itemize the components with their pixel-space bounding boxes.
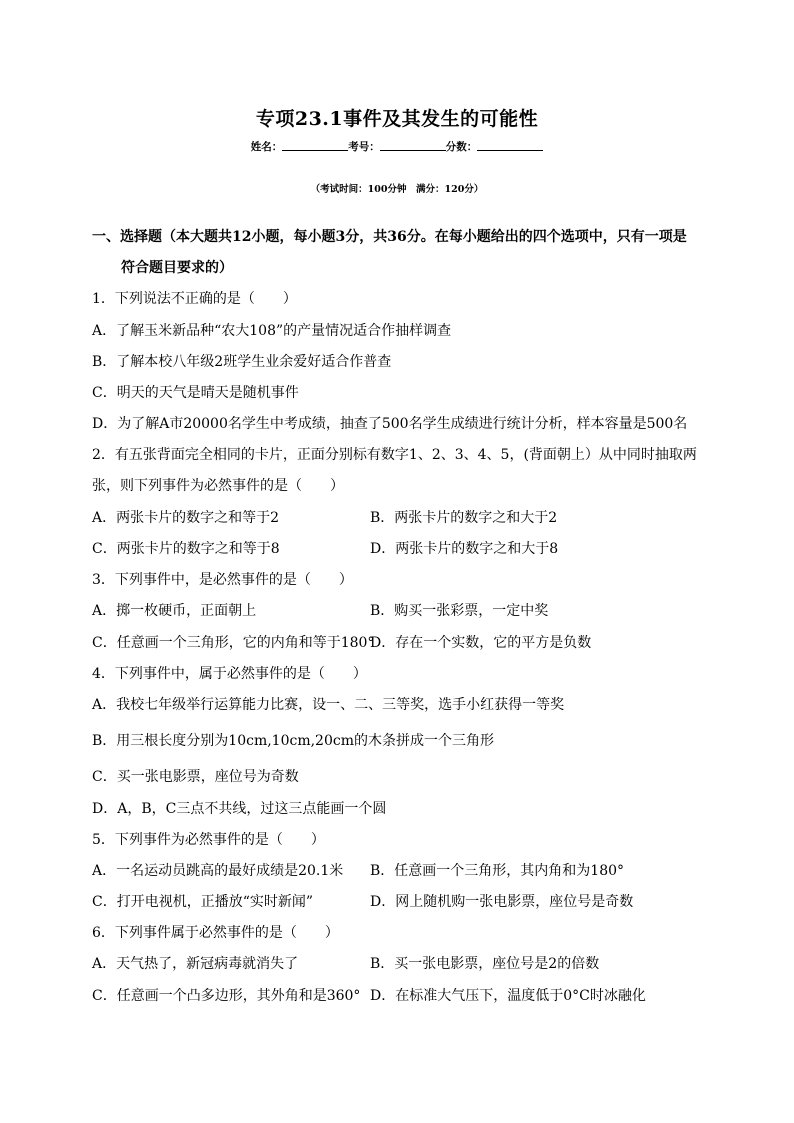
name-label: 姓名： (250, 141, 283, 153)
exam-number-blank (380, 140, 446, 151)
score-label: 分数： (445, 141, 478, 153)
question-4-option-b: B．用三根长度分别为10cm,10cm,20cm的木条拼成一个三角形 (92, 733, 494, 749)
question-1-option-c: C．明天的天气是晴天是随机事件 (92, 385, 299, 401)
question-2-stem-continued: 张，则下列事件为必然事件的是（ ） (92, 478, 344, 494)
question-3-option-c: C．任意画一个三角形，它的内角和等于180° (92, 635, 375, 651)
question-5-option-b: B．任意画一个三角形，其内角和为180° (370, 863, 625, 879)
question-6-option-d: D．在标准大气压下，温度低于0°C时冰融化 (370, 988, 646, 1004)
question-6-option-a: A．天气热了，新冠病毒就消失了 (92, 956, 299, 972)
question-3-option-d: D．存在一个实数，它的平方是负数 (370, 635, 592, 651)
question-1-option-d: D．为了解A市20000名学生中考成绩，抽查了500名学生成绩进行统计分析，样本容量是500名 (92, 416, 688, 432)
question-4-stem: 4．下列事件中，属于必然事件的是（ ） (92, 666, 367, 682)
page-title: 专项23.1事件及其发生的可能性 (255, 108, 539, 130)
student-info-line (0, 139, 794, 154)
exam-note: （考试时间：100分钟 满分：120分） (310, 184, 484, 195)
score-blank (477, 140, 543, 151)
question-2-option-a: A．两张卡片的数字之和等于2 (92, 510, 280, 526)
question-4-option-a: A．我校七年级举行运算能力比赛，设一、二、三等奖，选手小红获得一等奖 (92, 697, 565, 713)
question-2-option-c: C．两张卡片的数字之和等于8 (92, 541, 280, 557)
question-6-stem: 6．下列事件属于必然事件的是（ ） (92, 925, 339, 941)
question-1-stem: 1．下列说法不正确的是（ ） (92, 291, 297, 307)
exam-number-label: 考号： (348, 141, 380, 153)
question-3-option-a: A．掷一枚硬币，正面朝上 (92, 603, 257, 619)
question-4-option-d: D．A，B，C三点不共线，过这三点能画一个圆 (92, 801, 387, 817)
question-4-option-c: C．买一张电影票，座位号为奇数 (92, 769, 299, 785)
question-2-option-b: B．两张卡片的数字之和大于2 (370, 510, 558, 526)
question-2-option-d: D．两张卡片的数字之和大于8 (370, 541, 559, 557)
question-3-option-b: B．购买一张彩票，一定中奖 (370, 603, 549, 619)
section-heading: 一、选择题（本大题共12小题，每小题3分，共36分。在每小题给出的四个选项中，只有一项是 (92, 229, 687, 245)
question-5-stem: 5．下列事件为必然事件的是（ ） (92, 832, 325, 848)
section-heading-continued: 符合题目要求的） (121, 260, 233, 276)
question-6-option-b: B．买一张电影票，座位号是2的倍数 (370, 956, 600, 972)
question-1-option-b: B．了解本校八年级2班学生业余爱好适合作普查 (92, 354, 392, 370)
question-5-option-a: A．一名运动员跳高的最好成绩是20.1米 (92, 863, 344, 879)
question-6-option-c: C．任意画一个凸多边形，其外角和是360° (92, 988, 361, 1004)
question-2-stem: 2．有五张背面完全相同的卡片，正面分别标有数字1、2、3、4、5，(背面朝上）从中同时抽取两 (92, 447, 697, 463)
question-5-option-c: C．打开电视机，正播放“实时新闻” (92, 894, 314, 910)
question-1-option-a: A．了解玉米新品种“农大108”的产量情况适合作抽样调查 (92, 323, 452, 339)
name-blank (282, 140, 348, 151)
question-5-option-d: D．网上随机购一张电影票，座位号是奇数 (370, 894, 634, 910)
question-3-stem: 3．下列事件中，是必然事件的是（ ） (92, 572, 353, 588)
